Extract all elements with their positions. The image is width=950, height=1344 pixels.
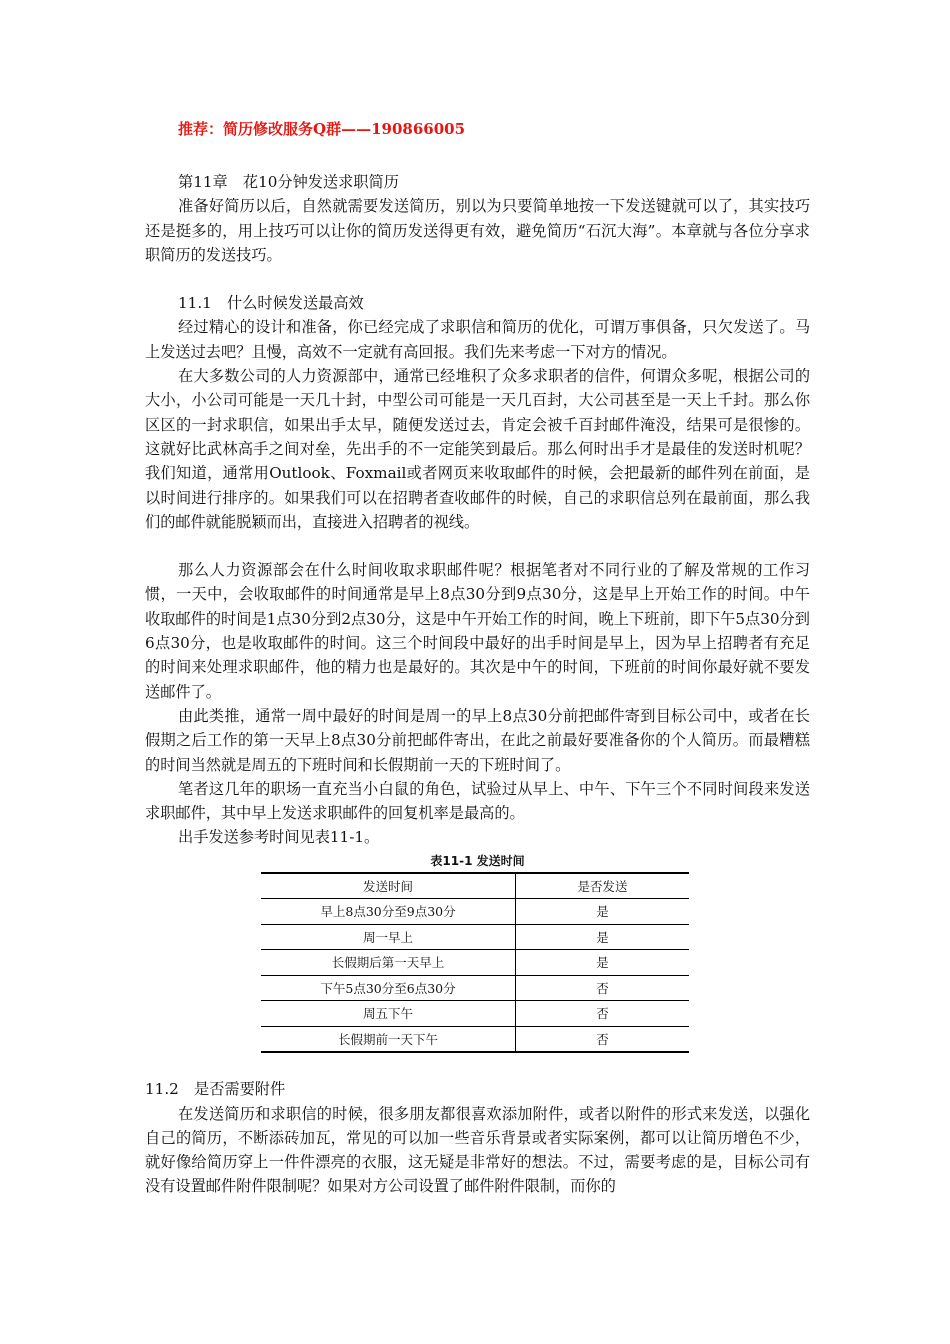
paragraph: 由此类推，通常一周中最好的时间是周一的早上8点30分前把邮件寄到目标公司中，或者在长假期之后工作的第一天早上8点30分前把邮件寄出，在此之前最好要准备你的个人简历。而最糟糕的时间当然就是周五的下班时间和长假期前一天的下班时间了。 xyxy=(145,706,810,774)
table-cell: 下午5点30分至6点30分 xyxy=(261,975,516,1001)
table-cell: 是 xyxy=(516,899,690,925)
section-title-11-2: 11.2 是否需要附件 xyxy=(145,1080,286,1099)
paragraph: 出手发送参考时间见表11-1。 xyxy=(178,828,380,847)
send-time-table xyxy=(261,872,689,1054)
paragraph: 在大多数公司的人力资源部中，通常已经堆积了众多求职者的信件，何谓众多呢，根据公司的大小，小公司可能是一天几十封，中型公司可能是一天几百封，大公司甚至是一天上千封。那么你区区的一封求职信，如果出手太早，随便发送过去，肯定会被千百封邮件淹没，结果可是很惨的。这就好比武林高手之间对垒，先出手的不一定能笑到最后。那么何时出手才是最佳的发送时机呢？我们知道，通常用Outlook、Foxmail或者网页来收取邮件的时候，会把最新的邮件列在前面，是以时间进行排序的。如果我们可以在招聘者查收邮件的时候，自己的求职信总列在最前面，那么我们的邮件就能脱颖而出，直接进入招聘者的视线。 xyxy=(145,367,810,531)
table-cell: 长假期后第一天早上 xyxy=(261,950,516,976)
table-caption: 表11-1 发送时间 xyxy=(430,853,525,868)
table-row xyxy=(261,1026,689,1052)
document-page xyxy=(145,118,810,1199)
paragraph: 经过精心的设计和准备，你已经完成了求职信和简历的优化，可谓万事俱备，只欠发送了。马上发送过去吧？且慢，高效不一定就有高回报。我们先来考虑一下对方的情况。 xyxy=(145,318,810,361)
paragraph: 那么人力资源部会在什么时间收取求职邮件呢？根据笔者对不同行业的了解及常规的工作习惯，一天中，会收取邮件的时间通常是早上8点30分到9点30分，这是早上开始工作的时间。中午收取邮件的时间是1点30分到2点30分，这是中午开始工作的时间，晚上下班前，即下午5点30分到6点30分，也是收取邮件的时间。这三个时间段中最好的出手时间是早上，因为早上招聘者有充足的时间来处理求职邮件，他的精力也是最好的。其次是中午的时间，下班前的时间你最好就不要发送邮件了。 xyxy=(145,561,810,701)
table-cell: 是 xyxy=(516,924,690,950)
table-header-cell: 是否发送 xyxy=(516,873,690,899)
chapter-title: 第11章 花10分钟发送求职简历 xyxy=(178,173,399,191)
section-title-11-1: 11.1 什么时候发送最高效 xyxy=(178,294,364,313)
table-cell: 是 xyxy=(516,950,690,976)
table-cell: 早上8点30分至9点30分 xyxy=(261,899,516,925)
table-cell: 周一早上 xyxy=(261,924,516,950)
table-header-row xyxy=(261,873,689,899)
table-cell: 长假期前一天下午 xyxy=(261,1026,516,1052)
chapter-intro: 准备好简历以后，自然就需要发送简历，别以为只要简单地按一下发送键就可以了，其实技巧还是挺多的，用上技巧可以让你的简历发送得更有效，避免简历“石沉大海”。本章就与各位分享求职简历的发送技巧。 xyxy=(145,197,810,264)
table-row xyxy=(261,924,689,950)
table-cell: 周五下午 xyxy=(261,1001,516,1027)
table-cell: 否 xyxy=(516,975,690,1001)
table-row xyxy=(261,899,689,925)
table-row xyxy=(261,975,689,1001)
table-header-cell: 发送时间 xyxy=(261,873,516,899)
paragraph: 在发送简历和求职信的时候，很多朋友都很喜欢添加附件，或者以附件的形式来发送，以强化自己的简历，不断添砖加瓦，常见的可以加一些音乐背景或者实际案例，都可以让简历增色不少，就好像给简历穿上一件件漂亮的衣服，这无疑是非常好的想法。不过，需要考虑的是，目标公司有没有设置邮件附件限制呢？如果对方公司设置了邮件附件限制，而你的 xyxy=(145,1104,810,1196)
paragraph: 笔者这几年的职场一直充当小白鼠的角色，试验过从早上、中午、下午三个不同时间段来发送求职邮件，其中早上发送求职邮件的回复机率是最高的。 xyxy=(145,779,810,823)
table-row xyxy=(261,950,689,976)
table-cell: 否 xyxy=(516,1026,690,1052)
table-cell: 否 xyxy=(516,1001,690,1027)
table-row xyxy=(261,1001,689,1027)
promo-banner: 推荐：简历修改服务Q群——190866005 xyxy=(178,120,466,138)
